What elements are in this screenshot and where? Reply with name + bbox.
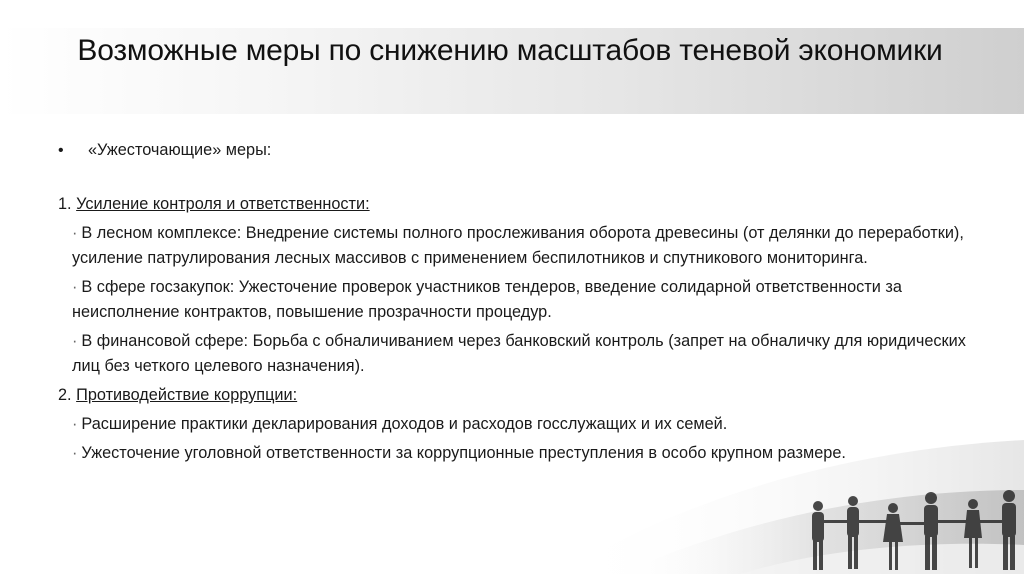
item-text: В лесном комплексе: Внедрение системы полного прослеживания оборота древесины (от делянки до переработки), усиление патрулирования лесных массивов с применением беспилотников и спутникового мониторинга. — [72, 224, 964, 267]
list-item — [58, 221, 968, 271]
section-heading — [58, 192, 968, 217]
item-mark: · — [72, 332, 78, 350]
list-item — [58, 275, 968, 325]
section-title: Усиление контроля и ответственности: — [76, 195, 370, 213]
item-text: В сфере госзакупок: Ужесточение проверок участников тендеров, введение солидарной ответственности за неисполнение контрактов, повышение прозрачности процедур. — [72, 278, 902, 321]
section-title: Противодействие коррупции: — [76, 386, 298, 404]
bullet-dot: • — [58, 142, 64, 159]
section-heading — [58, 383, 968, 408]
section-2 — [58, 383, 968, 466]
list-item — [58, 412, 968, 437]
item-text: Ужесточение уголовной ответственности за коррупционные преступления в особо крупном размере. — [81, 444, 846, 462]
slide-content — [58, 138, 968, 466]
list-item — [58, 441, 968, 466]
list-item — [58, 329, 968, 379]
item-text: Расширение практики декларирования доходов и расходов госслужащих и их семей. — [81, 415, 728, 433]
item-mark: · — [72, 444, 78, 462]
bullet-item — [58, 138, 968, 163]
section-1 — [58, 192, 968, 379]
bullet-text: «Ужесточающие» меры: — [88, 141, 272, 159]
item-mark: · — [72, 278, 78, 296]
item-mark: · — [72, 415, 78, 433]
item-text: В финансовой сфере: Борьба с обналичиванием через банковский контроль (запрет на обналичку для юридических лиц без четкого целевого назначения). — [72, 332, 966, 375]
section-number: 2. — [58, 386, 72, 404]
section-number: 1. — [58, 195, 72, 213]
slide-title: Возможные меры по снижению масштабов теневой экономики — [77, 34, 943, 67]
item-mark: · — [72, 224, 78, 242]
